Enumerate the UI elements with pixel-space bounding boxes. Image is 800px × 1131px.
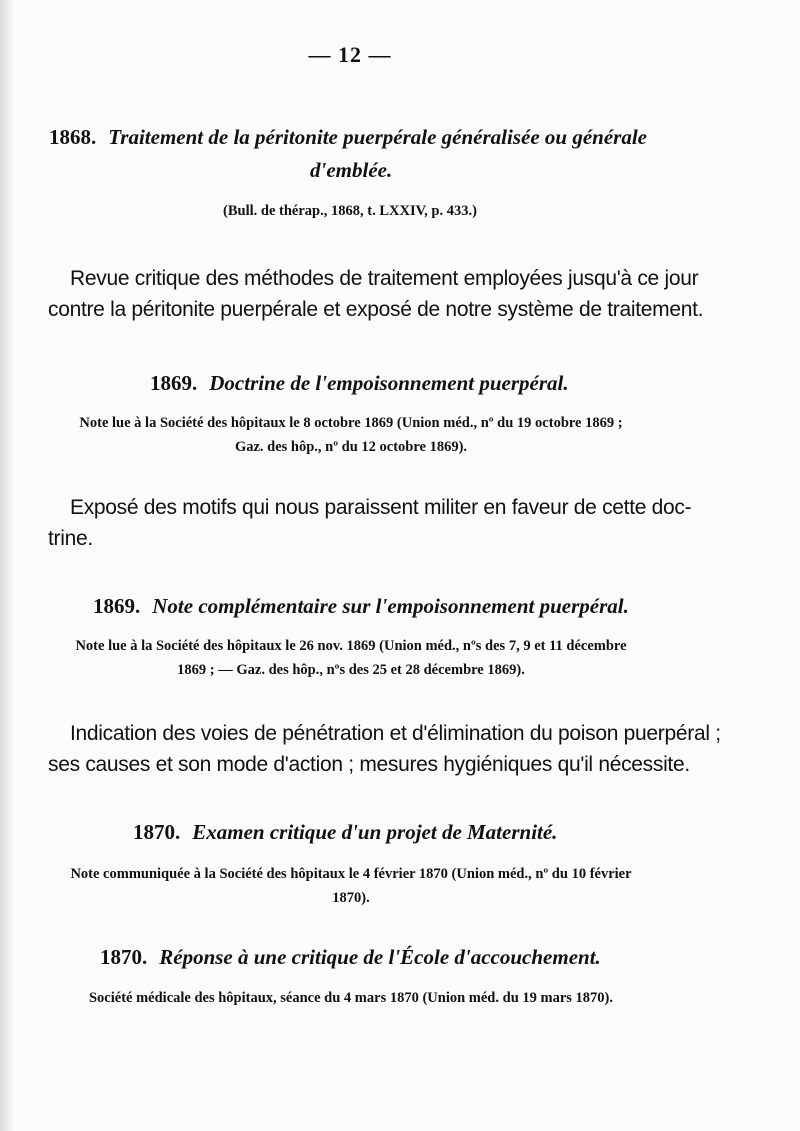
entry-2-reference-line-1: Note lue à la Société des hôpitaux le 8 octobre 1869 (Union méd., nº du 19 octobre 1869 ; (79, 415, 623, 431)
entry-4-reference-line-2: 1870). (332, 890, 370, 906)
entry-2-year: 1869. (150, 371, 198, 395)
entry-4-reference-line-1: Note communiquée à la Société des hôpitaux le 4 février 1870 (Union méd., nº du 10 février (70, 866, 632, 882)
entry-5-title (100, 945, 601, 970)
entry-3-description-line-2: ses causes et son mode d'action ; mesures hygiéniques qu'il nécessite. (48, 753, 690, 776)
entry-4-title-text: Examen critique d'un projet de Maternité. (192, 820, 558, 844)
entry-2-reference (48, 411, 654, 459)
entry-2-title-text: Doctrine de l'empoisonnement puerpéral. (209, 371, 569, 395)
entry-2-title (150, 371, 569, 396)
entry-1-description-line-2: contre la péritonite puerpérale et exposé de notre système de traitement. (48, 298, 704, 321)
entry-1-reference: (Bull. de thérap., 1868, t. LXXIV, p. 433.) (223, 203, 477, 219)
entry-3-reference-line-2: 1869 ; — Gaz. des hôp., nºs des 25 et 28 décembre 1869). (177, 662, 525, 678)
entry-5-title-text: Réponse à une critique de l'École d'accouchement. (159, 945, 601, 969)
page-edge-shadow (0, 0, 14, 1131)
entry-1-title-continued: d'emblée. (310, 158, 393, 182)
entry-2-description-line-1: Exposé des motifs qui nous paraissent militer en faveur de cette doc- (70, 496, 692, 519)
entry-3-reference-line-1: Note lue à la Société des hôpitaux le 26 nov. 1869 (Union méd., nºs des 7, 9 et 11 décembre (75, 638, 627, 654)
entry-4-year: 1870. (133, 820, 181, 844)
entry-3-reference (48, 634, 654, 682)
entry-1-year: 1868. (49, 125, 97, 149)
entry-2-reference-line-2: Gaz. des hôp., nº du 12 octobre 1869). (234, 439, 468, 455)
entry-3-title-text: Note complémentaire sur l'empoisonnement puerpéral. (152, 594, 629, 618)
entry-3-description-line-1: Indication des voies de pénétration et d'élimination du poison puerpéral ; (70, 722, 721, 745)
entry-3-title (93, 594, 629, 619)
entry-4-reference (48, 862, 654, 910)
entry-2-description-line-2: trine. (48, 527, 93, 550)
entry-5-reference (48, 986, 654, 1010)
entry-1-title (49, 125, 647, 150)
entry-5-year: 1870. (100, 945, 148, 969)
page-number: — 12 — (308, 42, 392, 67)
entry-5-reference-line-1: Société médicale des hôpitaux, séance du 4 mars 1870 (Union méd. du 19 mars 1870). (88, 990, 613, 1006)
entry-1-description (48, 263, 704, 325)
entry-3-description (48, 718, 721, 780)
entry-1-description-line-1: Revue critique des méthodes de traitement employées jusqu'à ce jour (70, 267, 699, 290)
entry-2-description (48, 492, 692, 554)
entry-4-title (133, 820, 557, 845)
entry-3-year: 1869. (93, 594, 141, 618)
entry-1-title-text: Traitement de la péritonite puerpérale généralisée ou générale (108, 125, 647, 149)
